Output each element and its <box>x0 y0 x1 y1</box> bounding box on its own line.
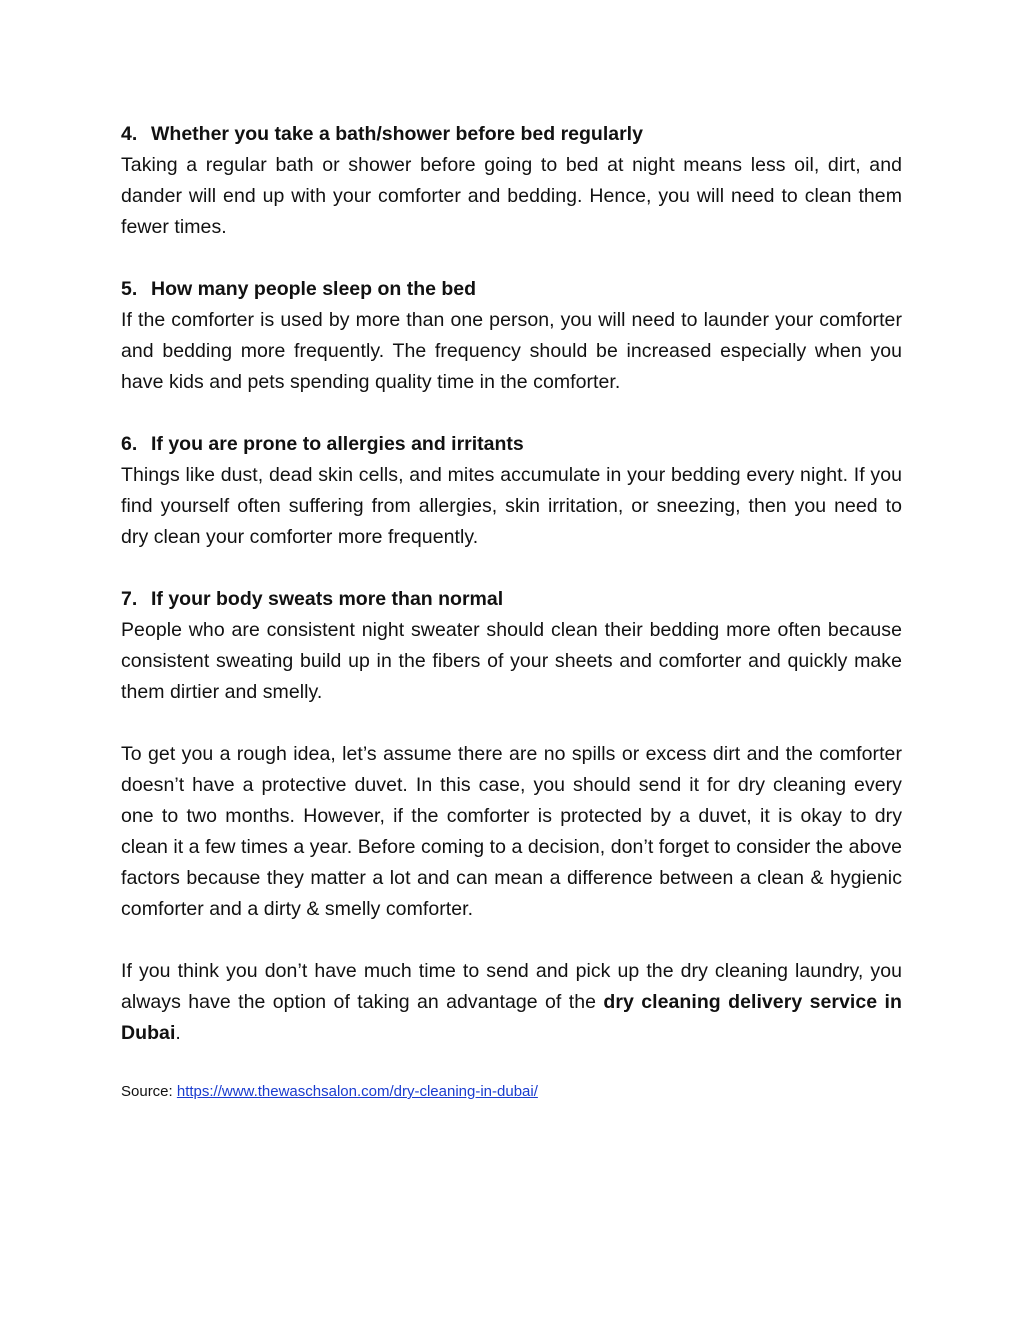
source-label: Source: <box>121 1083 177 1100</box>
section-4 <box>121 119 902 243</box>
section-number: 6. <box>121 433 138 455</box>
section-body: People who are consistent night sweater should clean their bedding more often because consistent sweating build up in the fibers of your sheets and comforter and quickly make them dirtier and smelly. <box>121 619 902 703</box>
section-heading <box>121 119 902 150</box>
section-number: 4. <box>121 123 138 145</box>
section-body: If the comforter is used by more than one person, you will need to launder your comforter and bedding more frequently. The frequency should be increased especially when you have kids and pets spending quality time in the comforter. <box>121 309 902 393</box>
section-heading <box>121 429 902 460</box>
closing-paragraph <box>121 956 902 1049</box>
section-heading <box>121 274 902 305</box>
section-number: 5. <box>121 278 138 300</box>
closing-text: If you think you don’t have much time to send and pick up the dry cleaning laundry, you always have the option of taking an advantage of the <box>121 960 902 1013</box>
section-title: If you are prone to allergies and irritants <box>151 433 524 455</box>
section-title: Whether you take a bath/shower before bed regularly <box>151 123 643 145</box>
closing-period: . <box>175 1022 181 1044</box>
section-title: If your body sweats more than normal <box>151 588 504 610</box>
section-number: 7. <box>121 588 138 610</box>
service-highlight: dry cleaning delivery service in Dubai <box>121 991 902 1044</box>
section-title: How many people sleep on the bed <box>151 278 477 300</box>
section-body: Taking a regular bath or shower before going to bed at night means less oil, dirt, and dander will end up with your comforter and bedding. Hence, you will need to clean them fewer times. <box>121 154 902 238</box>
summary-paragraph: To get you a rough idea, let’s assume there are no spills or excess dirt and the comforter doesn’t have a protective duvet. In this case, you should send it for dry cleaning every one to two months. However, if the comforter is protected by a duvet, it is okay to dry clean it a few times a year. Before coming to a decision, don’t forget to consider the above factors because they matter a lot and can mean a difference between a clean & hygienic comforter and a dirty & smelly comforter. <box>121 743 902 920</box>
document-page <box>121 119 902 1104</box>
source-line <box>121 1080 902 1104</box>
source-link[interactable]: https://www.thewaschsalon.com/dry-cleaning-in-dubai/ <box>176 1083 538 1100</box>
section-5 <box>121 274 902 398</box>
section-heading <box>121 584 902 615</box>
section-7 <box>121 584 902 708</box>
section-6 <box>121 429 902 553</box>
section-body: Things like dust, dead skin cells, and mites accumulate in your bedding every night. If you find yourself often suffering from allergies, skin irritation, or sneezing, then you need to dry clean your comforter more frequently. <box>121 464 902 548</box>
